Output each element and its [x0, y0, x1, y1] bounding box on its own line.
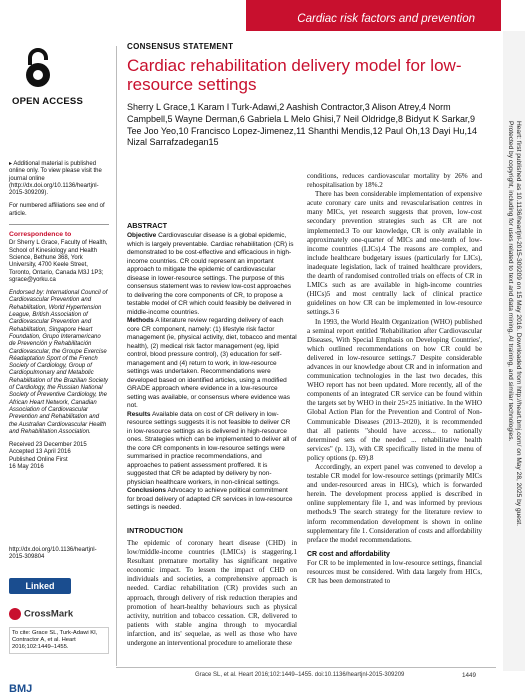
crossmark-icon — [9, 608, 21, 620]
journal-header-bar — [0, 0, 525, 31]
methods-text: A literature review regarding delivery of each core CR component, namely: (1) lifestyle risk factor management (ie, physical activity, diet, tobacco and mental health), (2) medical risk factor management (eg, lipid control, blood pressure control), (3) education for self-management and (4) return to work, in low-resource settings was undertaken. Recommendations were developed based on identified articles, using a modified GRADE approach where evidence in a low-resource setting was available, or consensus where evidence was not. — [127, 317, 297, 409]
conclusions-label: Conclusions — [127, 487, 167, 494]
section-label: Cardiac risk factors and prevention — [297, 13, 475, 25]
abstract-conclusions — [127, 487, 297, 513]
objective-text: Cardiovascular disease is a global epidemic, which is largely preventable. Cardiac rehabilitation (CR) is demonstrated to be cost-effective and efficacious in high-income countries. CR could represent an important approach to mitigate the epidemic of cardiovascular disease in lower-resource settings. The purpose of this consensus statement was to review low-cost approaches to delivering the core components of CR, to propose a testable model of CR which could feasibly be delivered in middle-income countries. — [127, 232, 294, 316]
abstract-heading: ABSTRACT — [127, 221, 168, 230]
column-divider — [116, 46, 117, 666]
side-note-line1: Heart: first published as 10.1136/heartjnl-2015-309209 on 15 May 2016. Downloaded from http://heart.bmj.com/ on May 28, 2025 by guest. — [515, 121, 522, 526]
article-title: Cardiac rehabilitation delivery model for low-resource settings — [127, 56, 462, 94]
side-note-line2: Protected by copyright, including for uses related to text and data mining, AI training, and similar technologies. — [507, 121, 514, 442]
footer-citation: Grace SL, et al. Heart 2016;102:1449–1455. doi:10.1136/heartjnl-2015-309209 — [195, 672, 405, 678]
doi-link[interactable]: http://dx.doi.org/10.1136/heartjnl-2015-309804 — [9, 547, 97, 561]
abstract-body — [127, 232, 297, 513]
side-ribbon — [503, 31, 525, 671]
objective-label: Objective — [127, 232, 157, 239]
results-label: Results — [127, 410, 151, 418]
section-tab — [246, 0, 501, 31]
open-access-lock-icon — [22, 47, 54, 89]
abstract-results — [127, 411, 297, 488]
affiliations-note: For numbered affiliations see end of article. — [9, 203, 105, 217]
open-access-label: OPEN ACCESS — [12, 96, 84, 107]
divider — [9, 224, 109, 225]
correspondence-heading: Correspondence to — [9, 231, 72, 239]
left-notes — [9, 161, 109, 477]
conclusions-text: Advocacy to achieve political commitment for broad delivery of adapted CR services in low-resource settings is needed. — [127, 487, 293, 511]
introduction-text: The epidemic of coronary heart disease (CHD) in low/middle-income countries (LMICs) is staggering.1 Resultant premature mortality has significant negative economic impact. To lessen the impact of CHD on individuals and societies, a comprehensive approach is needed. Cardiac rehabilitation (CR) provides such an approach, through delivery of risk reduction therapies and promotion of heart-healthy behaviours such as physical activity, nutrition and tobacco cessation. CR, delivered to patients with stable angina through to myocardial infarction, and its' sequelae, as well as those who have undergone an interventional procedure to ameliorate these — [127, 539, 297, 648]
article-dates: Received 23 December 2015 Accepted 13 April 2016 Published Online First 16 May 2016 — [9, 442, 87, 470]
article-type: CONSENSUS STATEMENT — [127, 42, 234, 51]
endorsed-text: Endorsed by: International Council of Cardiovascular Prevention and Rehabilitation, World Hypertension League, British Association of Cardiovascular Prevention and Rehabilitation, Singapore Heart Foundation, Grupo Interamericano de Prevención y Rehabilitación Cardiovascular, the Groupe Exercise Réadaptation Sport of the French Society of Cardiology, Group of Cardiopulmonary and Metabolic Rehabilitation of the Brazilian Society of Cardiology, the Russian National Society of Preventive Cardiology, the African Heart Network, Canadian Association of Cardiovascular Prevention and Rehabilitation and the Australian Cardiovascular Health and Rehabilitation Association. — [9, 290, 109, 435]
crossmark-label: CrossMark — [24, 608, 74, 620]
side-note — [506, 121, 522, 526]
author-list: Sherry L Grace,1 Karam I Turk-Adawi,2 Aashish Contractor,3 Alison Atrey,4 Norm Campbell,5 Wayne Derman,6 Gabriela L Melo Ghisi,7 Neil Oldridge,8 Bidyut K Sarkar,9 Tee Joo Yeo,10 Francisco Lopez-Jimenez,11 Shanthi Mendis,12 Paul Oh,13 Dayi Hu,14 Nizal Sarrafzadegan15 — [127, 102, 478, 148]
methods-label: Methods — [127, 317, 154, 324]
introduction-heading: INTRODUCTION — [127, 528, 184, 535]
page-number: 1449 — [462, 672, 477, 679]
doi-link-block — [9, 547, 109, 562]
subsection-heading: CR cost and affordability — [307, 550, 390, 558]
abstract-objective — [127, 232, 297, 317]
cite-box: To cite: Grace SL, Turk-Adawi KI, Contractor A, et al. Heart 2016;102:1449–1455. — [9, 627, 109, 654]
correspondence-text: Dr Sherry L Grace, Faculty of Health, School of Kinesiology and Health Science, Bethune 368, York University, 4700 Keele Street, Toronto, Ontario, Canada M3J 1P3; sgrace@yorku.ca — [9, 240, 108, 283]
bmj-logo: BMJ — [9, 683, 33, 695]
linked-button[interactable]: Linked — [9, 578, 71, 594]
paragraph: conditions, reduces cardiovascular mortality by 26% and rehospitalisation by 18%.2 — [307, 172, 482, 190]
paragraph: There has been considerable implementation of expensive acute coronary care units and revascularisation centres in many MICs, yet research suggests that proven, low-cost secondary prevention strategies such as CR are not implemented.3 To our knowledge, CR is only available in approximately one-quarter of MICs and one-tenth of low-income countries (LICs).4 The reasons are complex, and include healthcare budgetary issues (particularly for LICs), inadequate legislation, lack of trained healthcare providers, the dearth of randomised controlled trials on effects of CR in LMICs such as are available in high-income countries (HICs)5 and most centrally lack of clinical practice guidelines on how CR can be implemented in low-resource settings.3 6 — [307, 190, 482, 317]
crossmark-badge[interactable] — [9, 608, 73, 620]
paragraph: Accordingly, an expert panel was convened to develop a testable CR model for low-resource settings (primarily MICs and under-resourced areas in HICs), which is forwarded herein. The development process applied is described in online supplementary file 1, and was informed by previous methods.9 The search strategy for the literature review to inform recommendation development is shown in online supplementary file 1. Consideration of costs and affordability preface the model recommendations. — [307, 463, 482, 544]
paragraph: In 1993, the World Health Organization (WHO) published a seminal report entitled 'Rehabilitation after Cardiovascular Diseases, With Special Emphasis on Developing Countries', which outlined recommendations on how CR could be delivered in low-resource settings.7 Despite considerable advances in our knowledge about CR and in information and communication technologies in the last two decades, this WHO report has not been updated. More recently, all of the components of an integrated CR service can be found within the targets set by WHO in their 25×25 initiative. In the WHO Global Action Plan for the Prevention and Control of Non-Communicable Diseases (2013–2020), it is recommended that all patients "should have access... to nationally determined sets of the needed ... rehabilitative health services" (p. 13), with CR specifically listed in the menu of policy options (p. 69).8 — [307, 317, 482, 462]
abstract-methods — [127, 317, 297, 411]
right-column — [307, 172, 482, 586]
footer-divider — [116, 667, 496, 668]
supplementary-note: ▸ Additional material is published online only. To view please visit the journal online (http://dx.doi.org/10.1136/heartjnl-2015-309209). — [9, 161, 102, 197]
results-text: Available data on cost of CR delivery in low-resource settings suggests it is not feasible to deliver CR in low-resource settings as is delivered in high-resource ones. Strategies which can be implemented to deliver all of the core CR components in low-resource settings were summarised in practice recommendations, and approaches to patient assessment proffered. It is suggested that CR be adapted by delivery by non-physician healthcare workers, in non-clinical settings. — [127, 410, 297, 486]
paragraph: For CR to be implemented in low-resource settings, financial resources must be considered. With data largely from HICs, CR has been demonstrated to — [307, 558, 482, 586]
